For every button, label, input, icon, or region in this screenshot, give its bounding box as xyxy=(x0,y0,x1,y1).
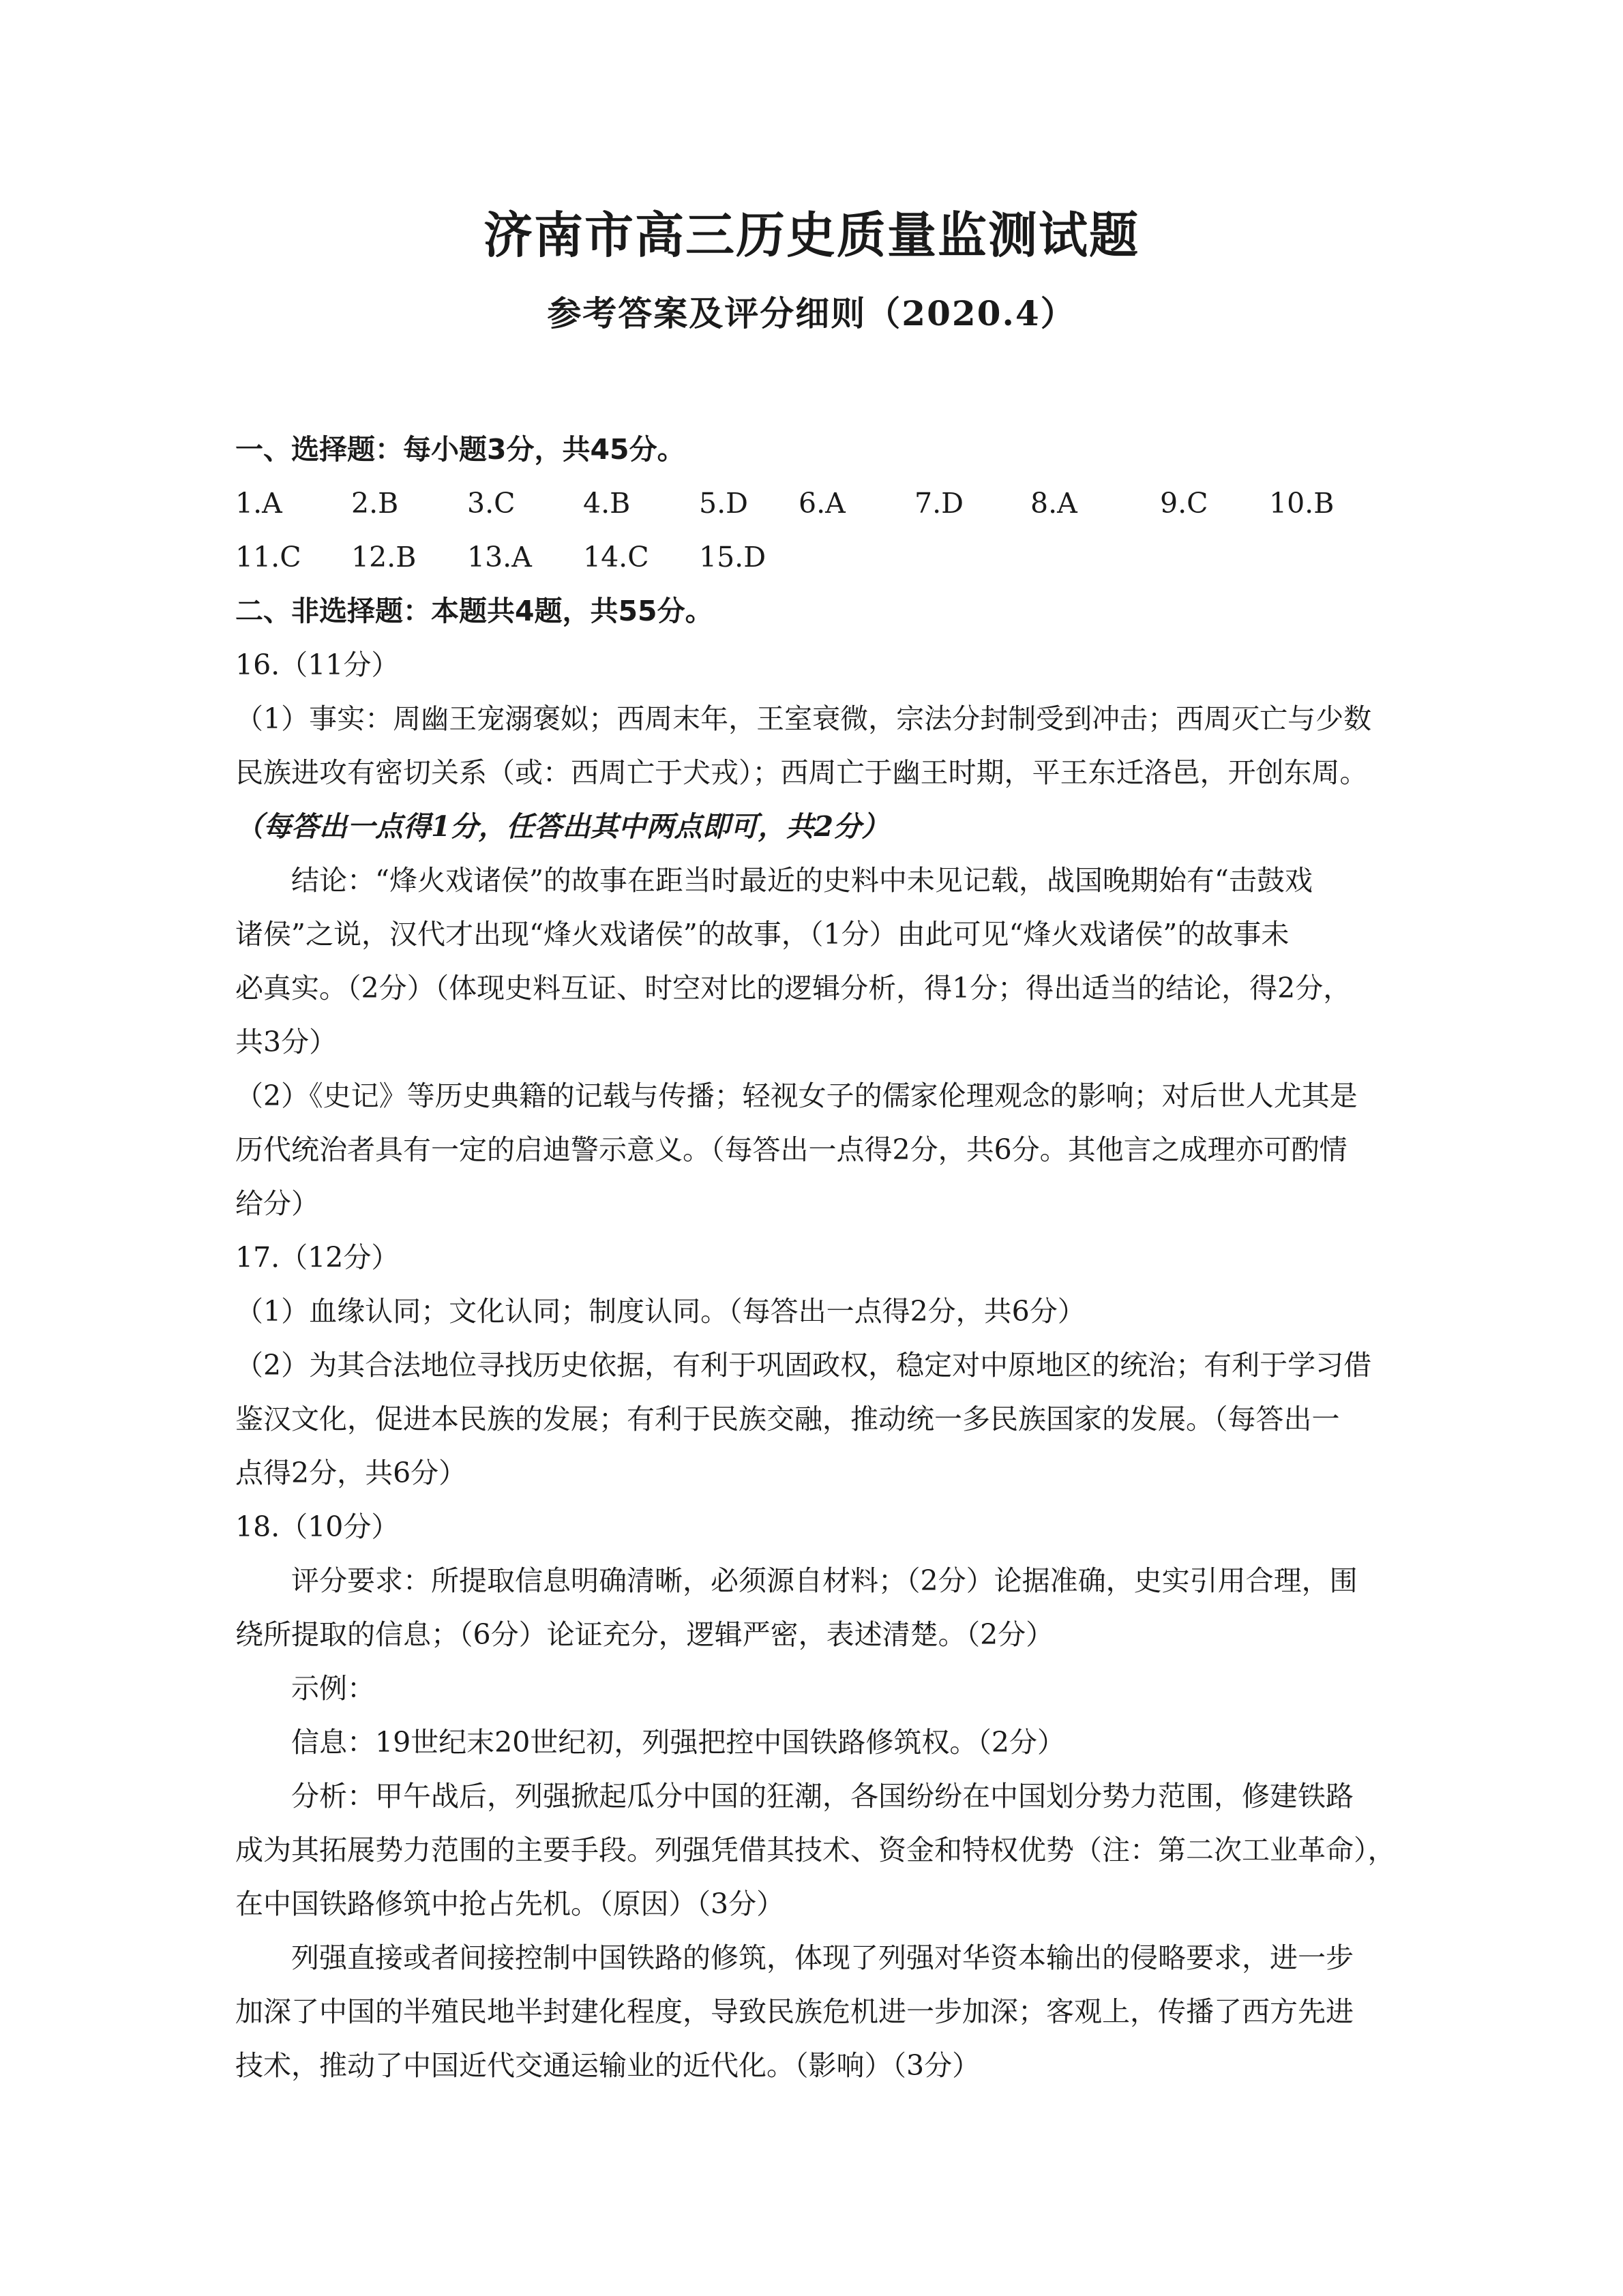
q18-analysis-line-3: 在中国铁路修筑中抢占先机。（原因）（3分） xyxy=(235,1888,785,1920)
q17-part2-line-2: 鉴汉文化，促进本民族的发展；有利于民族交融，推动统一多民族国家的发展。（每答出一 xyxy=(235,1403,1340,1435)
answer-content xyxy=(235,423,1408,2093)
answer-4: 4.B xyxy=(583,487,631,520)
answer-13: 13.A xyxy=(467,541,532,573)
q18-example-label: 示例： xyxy=(291,1672,375,1705)
q18-impact-line-1: 列强直接或者间接控制中国铁路的修筑，体现了列强对华资本输出的侵略要求，进一步 xyxy=(291,1941,1354,1974)
q18-requirements-line-2: 绕所提取的信息；（6分）论证充分，逻辑严密，表述清楚。（2分） xyxy=(235,1618,1054,1651)
q16-conclusion-line-1: 结论：“烽火戏诸侯”的故事在距当时最近的史料中未见记载，战国晚期始有“击鼓戏 xyxy=(291,864,1313,897)
q17-part2-line-3: 点得2分，共6分） xyxy=(235,1457,467,1489)
q17-part1: （1）血缘认同；文化认同；制度认同。（每答出一点得2分，共6分） xyxy=(235,1295,1086,1328)
answer-1: 1.A xyxy=(235,487,282,520)
answer-6: 6.A xyxy=(799,487,846,520)
answer-11: 11.C xyxy=(235,541,301,573)
q16-part1-line-2: 民族进攻有密切关系（或：西周亡于犬戎）；西周亡于幽王时期，平王东迁洛邑，开创东周。 xyxy=(235,756,1368,789)
answer-12: 12.B xyxy=(351,541,417,573)
q18-requirements-line-1: 评分要求：所提取信息明确清晰，必须源自材料；（2分）论据准确，史实引用合理，围 xyxy=(291,1564,1358,1597)
q18-analysis-line-2: 成为其拓展势力范围的主要手段。列强凭借其技术、资金和特权优势（注：第二次工业革命）， xyxy=(235,1834,1396,1866)
answer-2: 2.B xyxy=(351,487,399,520)
q16-conclusion-line-3: 必真实。（2分）（体现史料互证、时空对比的逻辑分析，得1分；得出适当的结论，得2分， xyxy=(235,972,1352,1004)
page-title: 济南市高三历史质量监测试题 xyxy=(483,207,1140,264)
section-heading-choice: 一、选择题：每小题3分，共45分。 xyxy=(235,433,685,466)
q18-info: 信息：19世纪末20世纪初，列强把控中国铁路修筑权。（2分） xyxy=(291,1726,1065,1759)
q16-part2-line-1: （2）《史记》等历史典籍的记载与传播；轻视女子的儒家伦理观念的影响；对后世人尤其是 xyxy=(235,1079,1358,1112)
q16-part2-line-2: 历代统治者具有一定的启迪警示意义。（每答出一点得2分，共6分。其他言之成理亦可酌情 xyxy=(235,1133,1347,1166)
answer-15: 15.D xyxy=(699,541,766,573)
q18-analysis-line-1: 分析：甲午战后，列强掀起瓜分中国的狂潮，各国纷纷在中国划分势力范围，修建铁路 xyxy=(291,1780,1354,1813)
answer-5: 5.D xyxy=(699,487,748,520)
q18-heading: 18.（10分） xyxy=(235,1510,400,1543)
q16-part2-line-3: 给分） xyxy=(235,1187,319,1220)
q16-part1-scoring: （每答出一点得1分，任答出其中两点即可，共2分） xyxy=(235,810,890,843)
answer-10: 10.B xyxy=(1269,487,1335,520)
q18-impact-line-2: 加深了中国的半殖民地半封建化程度，导致民族危机进一步加深；客观上，传播了西方先进 xyxy=(235,1995,1354,2028)
answer-3: 3.C xyxy=(467,487,516,520)
q16-heading: 16.（11分） xyxy=(235,648,400,681)
q18-impact-line-3: 技术，推动了中国近代交通运输业的近代化。（影响）（3分） xyxy=(235,2049,981,2082)
answer-14: 14.C xyxy=(583,541,649,573)
section-heading-essay: 二、非选择题：本题共4题，共55分。 xyxy=(235,595,713,627)
answer-9: 9.C xyxy=(1160,487,1208,520)
q16-conclusion-line-4: 共3分） xyxy=(235,1026,338,1058)
q16-part1-line-1: （1）事实：周幽王宠溺褒姒；西周末年，王室衰微，宗法分封制受到冲击；西周灭亡与少数 xyxy=(235,702,1372,735)
q17-part2-line-1: （2）为其合法地位寻找历史依据，有利于巩固政权，稳定对中原地区的统治；有利于学习借 xyxy=(235,1349,1372,1382)
q16-conclusion-line-2: 诸侯”之说，汉代才出现“烽火戏诸侯”的故事，（1分）由此可见“烽火戏诸侯”的故事未 xyxy=(235,918,1290,951)
choice-answers-row-1 xyxy=(235,477,1408,531)
q17-heading: 17.（12分） xyxy=(235,1241,400,1274)
answer-8: 8.A xyxy=(1030,487,1077,520)
page-subtitle: 参考答案及评分细则（2020.4） xyxy=(547,293,1076,333)
answer-7: 7.D xyxy=(914,487,964,520)
choice-answers-row-2 xyxy=(235,531,1408,584)
